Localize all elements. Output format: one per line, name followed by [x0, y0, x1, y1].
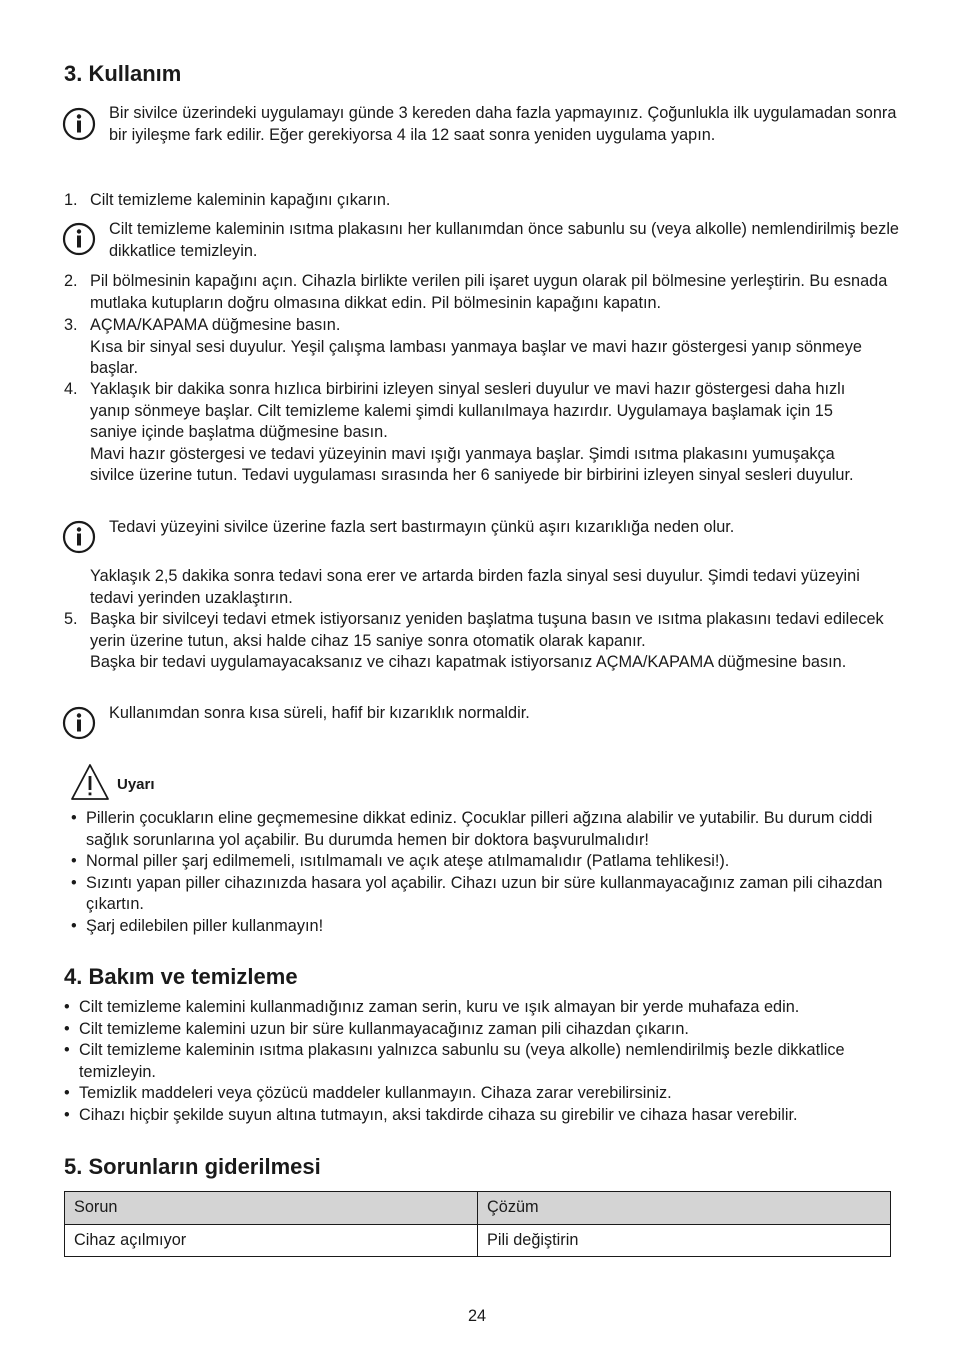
step-text: Cilt temizleme kaleminin kapağını çıkarın. [90, 191, 391, 209]
step-text: AÇMA/KAPAMA düğmesine basın. [90, 316, 341, 334]
step-text: Kısa bir sinyal sesi duyulur. Yeşil çalışma lambası yanmaya başlar ve mavi hazır göstergesi yanıp sönmeye başlar. [90, 337, 862, 377]
step-text: Yaklaşık bir dakika sonra hızlıca birbirini izleyen sinyal sesleri duyulur ve mavi hazır göstergesi daha hızlı yanıp sönmeye başlar. Cilt temizleme kalemi şimdi kullanılmaya hazırdır. Uygulamaya başlamak için 15 saniye içinde başlatma düğmesine basın. [90, 380, 846, 441]
list-item: • Cilt temizleme kaleminin ısıtma plakasını yalnızca sabunlu su (veya alkolle) nemlendirilmiş bezle dikkatlice temizleyin. [64, 1040, 894, 1083]
step-number: 5. [64, 610, 78, 628]
step-number: 3. [64, 316, 78, 334]
list-item: • Pillerin çocukların eline geçmemesine dikkat ediniz. Çocuklar pilleri ağzına alabilir ve yutabilir. Bu durum ciddi sağlık sorunlarına yol açabilir. Bu durumda hemen bir doktora başvurulmalıdır! [71, 808, 893, 851]
info-icon [62, 107, 96, 141]
section-3-title: 3. Kullanım [64, 61, 182, 86]
section-4-title: 4. Bakım ve temizleme [64, 964, 298, 989]
care-list [64, 997, 894, 1126]
list-item: • Sızıntı yapan piller cihazınızda hasara yol açabilir. Cihazı uzun bir süre kullanmayacağınız zaman pili cihazdan çıkartın. [71, 873, 893, 916]
info-note-4: Kullanımdan sonra kısa süreli, hafif bir kızarıklık normaldir. [109, 704, 530, 722]
warning-label: Uyarı [117, 776, 155, 793]
table-header-row [65, 1192, 891, 1225]
step-text: Mavi hazır göstergesi ve tedavi yüzeyinin mavi ışığı yanmaya başlar. Şimdi ısıtma plakasını yumuşakça sivilce üzerine tutun. Tedavi uygulaması sırasında her 6 saniyede bir birbirini izleyen sinyal sesleri duyulur. [90, 444, 854, 484]
step-1 [64, 190, 894, 212]
step-number: 1. [64, 191, 78, 209]
step-number: 4. [64, 380, 78, 398]
info-note-1: Bir sivilce üzerindeki uygulamayı günde 3 kereden daha fazla yapmayınız. Çoğunlukla ilk uygulamadan sonra bir iyileşme fark edilir. Eğer gerekiyorsa 4 ila 12 saat sonra yeniden uygulama yapın. [109, 104, 897, 144]
step-number: 2. [64, 272, 78, 290]
list-item: • Cilt temizleme kalemini kullanmadığınız zaman serin, kuru ve ışık almayan bir yerde muhafaza edin. [64, 997, 894, 1019]
table-cell: Pili değiştirin [478, 1224, 891, 1257]
table-row [65, 1224, 891, 1257]
step-text: Başka bir tedavi uygulamayacaksanız ve cihazı kapatmak istiyorsanız AÇMA/KAPAMA düğmesine basın. [90, 653, 847, 671]
list-item: • Şarj edilebilen piller kullanmayın! [71, 916, 893, 938]
list-item: • Temizlik maddeleri veya çözücü maddeler kullanmayın. Cihaza zarar verebilirsiniz. [64, 1083, 894, 1105]
list-item: • Cilt temizleme kalemini uzun bir süre kullanmayacağınız zaman pili cihazdan çıkarın. [64, 1019, 894, 1041]
step-4 [64, 379, 894, 487]
step-text: Pil bölmesinin kapağını açın. Cihazla birlikte verilen pili işaret uygun olarak pil bölmesine yerleştirin. Bu esnada mutlaka kutupların doğru olmasına dikkat edin. Pil bölmesinin kapağını kapatın. [90, 272, 888, 312]
info-icon [62, 520, 96, 554]
section-5-title: 5. Sorunların giderilmesi [64, 1154, 321, 1179]
paragraph: Yaklaşık 2,5 dakika sonra tedavi sona erer ve artarda birden fazla sinyal sesi duyulur. Şimdi tedavi yüzeyini tedavi yerinden uzaklaştırın. [90, 567, 860, 607]
step-text: Başka bir sivilceyi tedavi etmek istiyorsanız yeniden başlatma tuşuna basın ve ısıtma plakasını tedavi edilecek yerin üzerine tutun, aksi halde cihaz 15 saniye sonra otomatik olarak kapanır. [90, 610, 884, 650]
warning-list [71, 808, 893, 937]
info-note-2: Cilt temizleme kaleminin ısıtma plakasını her kullanımdan önce sabunlu su (veya alkolle) nemlendirilmiş bezle dikkatlice temizleyin. [109, 220, 899, 260]
info-icon [62, 706, 96, 740]
step-5 [64, 609, 894, 674]
table-header-cell: Çözüm [478, 1192, 891, 1225]
step-3 [64, 315, 894, 380]
info-note-3: Tedavi yüzeyini sivilce üzerine fazla sert bastırmayın çünkü aşırı kızarıklığa neden olur. [109, 518, 735, 536]
troubleshooting-table [64, 1191, 891, 1257]
list-item: • Normal piller şarj edilmemeli, ısıtılmamalı ve açık ateşe atılmamalıdır (Patlama tehlikesi!). [71, 851, 893, 873]
table-header-cell: Sorun [65, 1192, 478, 1225]
list-item: • Cihazı hiçbir şekilde suyun altına tutmayın, aksi takdirde cihaza su girebilir ve cihaza hasar verebilir. [64, 1105, 894, 1127]
warning-triangle-icon [70, 762, 110, 802]
step-2 [64, 271, 894, 314]
info-icon [62, 222, 96, 256]
table-cell: Cihaz açılmıyor [65, 1224, 478, 1257]
page-number: 24 [467, 1307, 487, 1325]
